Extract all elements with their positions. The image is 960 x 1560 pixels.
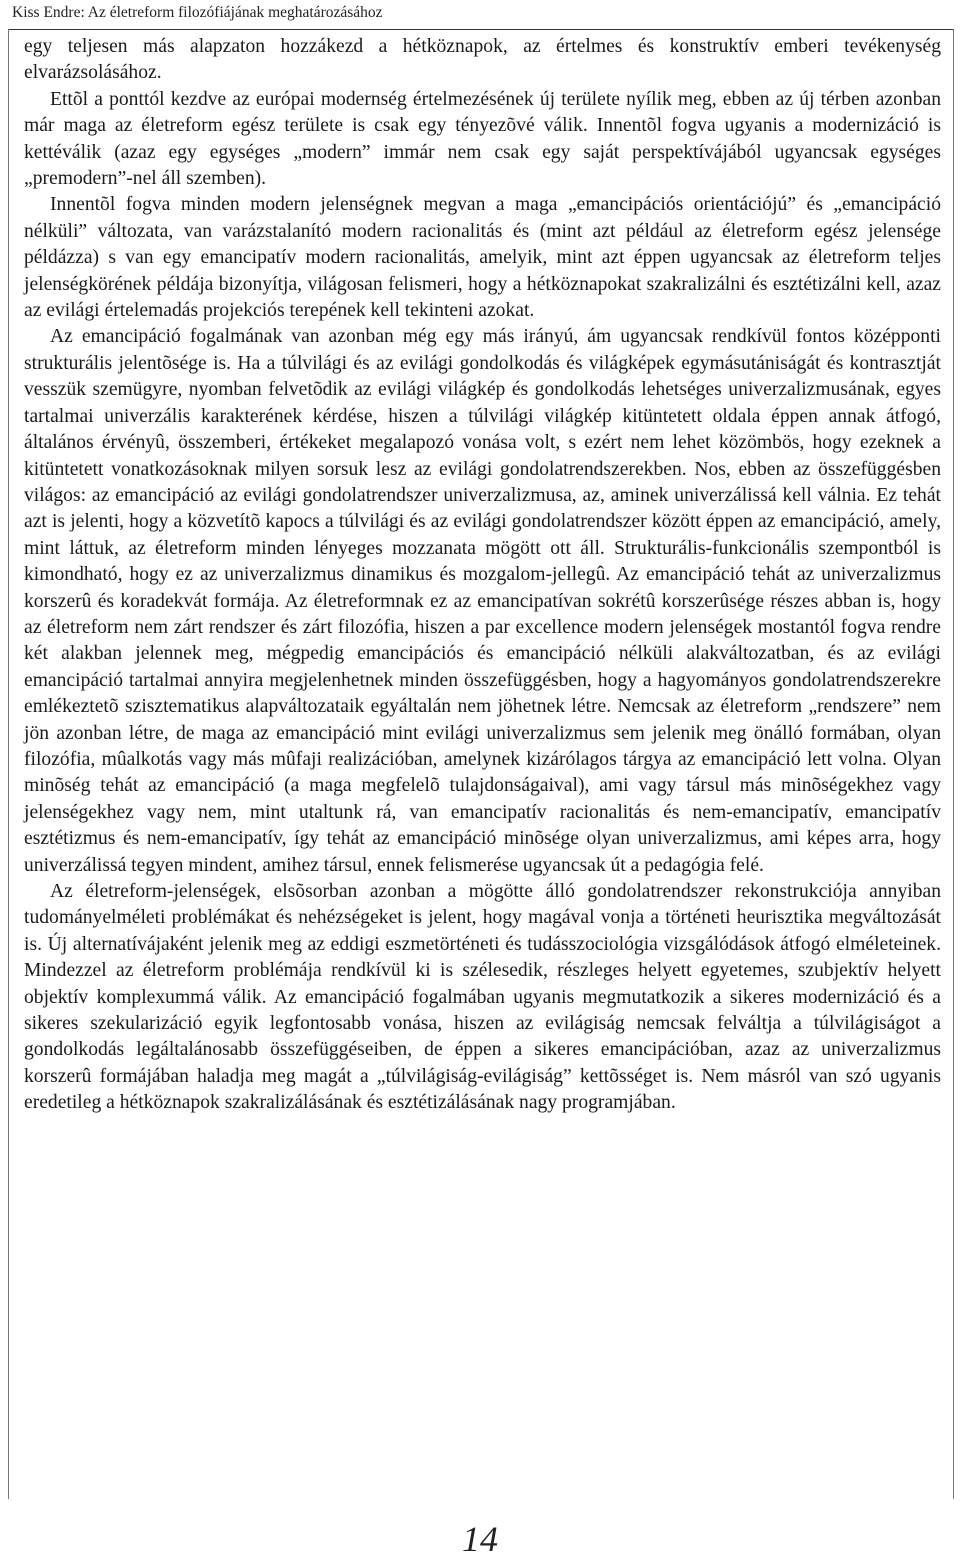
left-margin-rule xyxy=(8,29,9,1499)
running-header: Kiss Endre: Az életreform filozófiájának meghatározásához xyxy=(12,4,383,21)
header-rule xyxy=(8,29,954,30)
paragraph: Az emancipáció fogalmának van azonban még egy más irányú, ám ugyancsak rendkívül fontos középponti strukturális jelentõsége is. Ha a túlvilági és az evilági gondolkodás és világképek egymásutániságát és kontrasztját vesszük szemügyre, nyomban felvetõdik az evilági világkép és gondolkodás lehetséges univerzalizmusának, egyes tartalmai univerzális karakterének kérdése, hiszen a túlvilági világkép kitüntetett oldala éppen annak átfogó, általános érvényû, összemberi, értékeket megalapozó vonása volt, s ezért nem lehet közömbös, hogy ezeknek a kitüntetett vonatkozásoknak milyen sorsuk lesz az evilági gondolatrendszerekben. Nos, ebben az összefüggésben világos: az emancipáció az evilági gondolatrendszer univerzalizmusa, az, aminek univerzálissá kell válnia. Ez tehát azt is jelenti, hogy a közvetítõ kapocs a túlvilági és az evilági gondolatrendszer között éppen az emancipáció, amely, mint láttuk, az életreform minden lényeges mozzanata mögött ott áll. Strukturális-funkcionális szempontból is kimondható, hogy ez az univerzalizmus dinamikus és mozgalom-jellegû. Az emancipáció tehát az univerzalizmus korszerû és koradekvát formája. Az életreformnak ez az emancipatívan sokrétû korszerûsége részes abban is, hogy az életreform nem zárt rendszer és zárt filozófia, hiszen a par excellence modern jelenségek mostantól fogva rendre két alakban jelennek meg, mégpedig emancipációs és emancipáció nélküli alakváltozatban, és az evilági emancipáció tartalmai annyira megjelenhetnek minden összefüggésben, hogy a hagyományos gondolatrendszerekre emlékeztetõ szisztematikus alapváltozataik egyáltalán nem jöhetnek létre. Nemcsak az életreform „rendszere” nem jön azonban létre, de maga az emancipáció mint evilági univerzalizmus sem jelenik meg önálló formában, olyan filozófia, mûalkotás vagy más mûfaji realizációban, amelynek kizárólagos tárgya az emancipáció lett volna. Olyan minõség tehát az emancipáció (a maga megfelelõ tulajdonságaival), ami vagy társul más minõségekhez vagy jelenségekhez vagy nem, mint utaltunk rá, van emancipatív racionalitás és nem-emancipatív, emancipatív esztétizmus és nem-emancipatív, így tehát az emancipáció minõsége olyan univerzalizmus, ami képes arra, hogy univerzálissá tegyen mindent, amihez társul, ennek felismerése ugyancsak út a pedagógia felé. xyxy=(24,326,941,876)
paragraph-continuation: egy teljesen más alapzaton hozzákezd a hétköznapok, az értelmes és konstruktív emberi tevékenység elvarázsolásához. xyxy=(24,36,941,84)
paragraph: Ettõl a ponttól kezdve az európai modernség értelmezésének új területe nyílik meg, ebben az új térben azonban már maga az életreform egész területe is csak egy tényezõvé válik. Innentõl fogva ugyanis a modernizáció is kettéválik (azaz egy egységes „modern” immár nem csak egy saját perspektívájából ugyancsak egységes „premodern”-nel áll szemben). xyxy=(24,88,941,190)
body-text xyxy=(24,34,941,1117)
paragraph: Innentõl fogva minden modern jelenségnek megvan a maga „emancipációs orientációjú” és „emancipáció nélküli” változata, van varázstalanító modern racionalitás és (mint azt például az életreform egész jelensége példázza) s van egy emancipatív modern racionalitás, amelyik, mint azt éppen ugyancsak az életreform teljes jelenségkörének példája bizonyítja, világosan felismeri, hogy a hétköznapokat szakralizálni és esztétizálni kell, azaz az evilági értelemadás projekciós terepének kell tekinteni azokat. xyxy=(24,194,941,322)
page-number: 14 xyxy=(462,1519,498,1559)
paragraph: Az életreform-jelenségek, elsõsorban azonban a mögötte álló gondolatrendszer rekonstrukciója annyiban tudományelméleti problémákat és nehézségeket is jelent, hogy magával vonja a történeti heurisztika megváltozását is. Új alternatívájaként jelenik meg az eddigi eszmetörténeti és tudásszociológia vizsgálódások átfogó elméleteinek. Mindezzel az életreform problémája rendkívül ki is szélesedik, részleges helyett egyetemes, szubjektív helyett objektív komplexummá válik. Az emancipáció fogalmában ugyanis megmutatkozik a sikeres modernizáció és a sikeres szekularizáció egyik legfontosabb vonása, hiszen az evilágiság nemcsak felváltja a túlvilágiságot a gondolkodás legáltalánosabb összefüggéseiben, de éppen a sikeres emancipációban, azaz az univerzalizmus korszerû formájában haladja meg magát a „túlvilágiság-evilágiság” kettõsséget is. Nem másról van szó ugyanis eredetileg a hétköznapok szakralizálásának és esztétizálásának nagy programjában. xyxy=(24,881,941,1114)
right-margin-rule xyxy=(953,29,954,1499)
